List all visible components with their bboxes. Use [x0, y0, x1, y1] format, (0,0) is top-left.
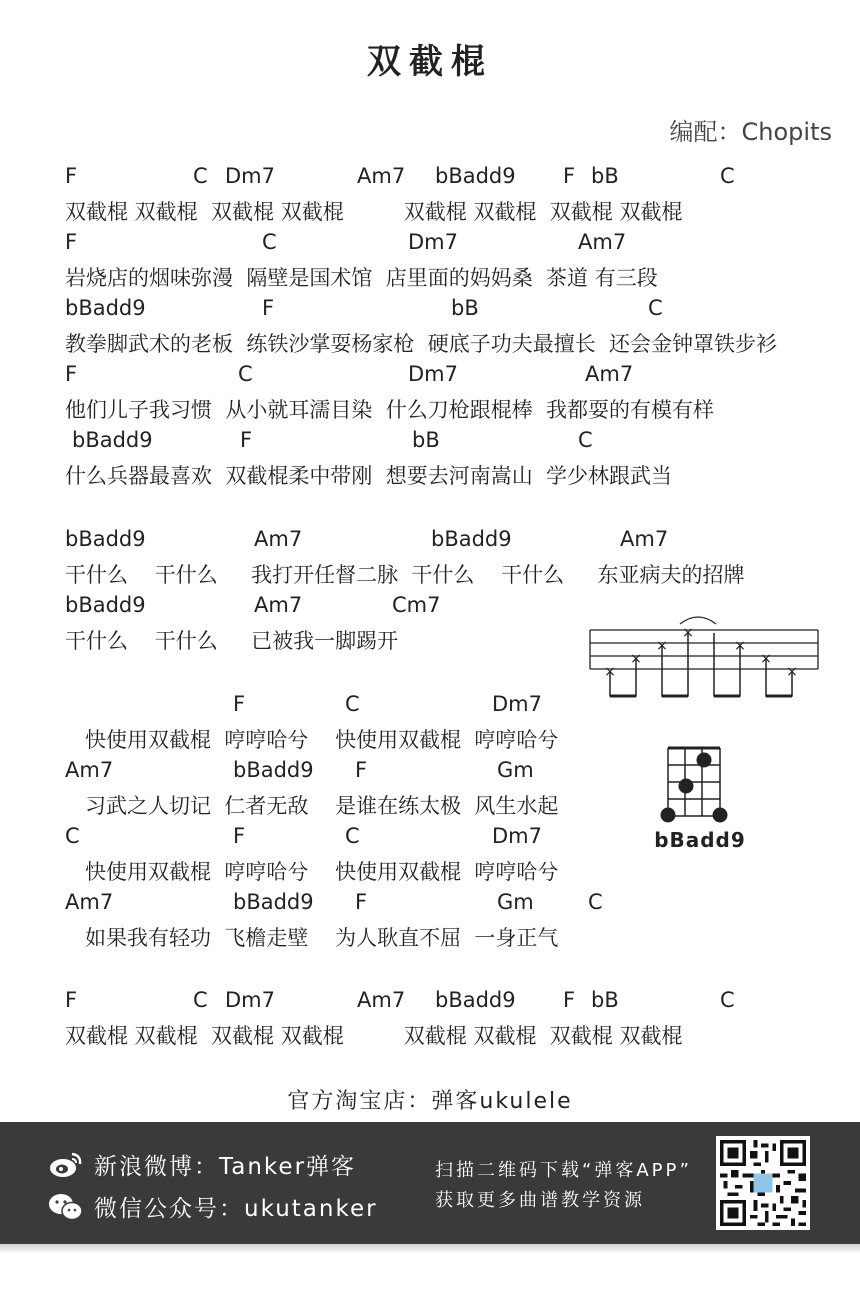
chord-label: bBadd9 — [65, 593, 146, 617]
svg-text:×: × — [656, 638, 668, 654]
chord-label: Dm7 — [225, 164, 275, 188]
chord-label: Dm7 — [408, 230, 458, 254]
chord-label: Cm7 — [392, 593, 441, 617]
chord-label: F — [65, 230, 78, 254]
chord-label: Am7 — [254, 593, 303, 617]
chord-label: C — [65, 824, 80, 848]
chord-label: Am7 — [357, 164, 406, 188]
chord-label: C — [720, 988, 735, 1012]
chord-label: F — [240, 428, 253, 452]
strum-pattern-tab — [588, 612, 822, 704]
wechat-text: 微信公众号：ukutanker — [94, 1196, 378, 1222]
lyric-line: 快使用双截棍 哼哼哈兮 快使用双截棍 哼哼哈兮 — [65, 860, 559, 884]
lyric-line: 习武之人切记 仁者无敌 是谁在练太极 风生水起 — [65, 794, 559, 818]
chord-label: F — [233, 824, 246, 848]
lyric-line: 干什么 干什么 已被我一脚踢开 — [65, 629, 399, 653]
chord-label: bB — [451, 296, 479, 320]
svg-text:×: × — [760, 651, 772, 667]
chord-label: F — [233, 692, 246, 716]
chord-label: C — [345, 692, 360, 716]
official-shop-text: 官方淘宝店：弹客ukulele — [287, 1089, 573, 1114]
chord-label: bBadd9 — [65, 527, 146, 551]
chord-label: F — [563, 164, 576, 188]
chord-label: bBadd9 — [435, 988, 516, 1012]
chord-label: Am7 — [65, 758, 114, 782]
lyric-line: 他们儿子我习惯 从小就耳濡目染 什么刀枪跟棍棒 我都耍的有模有样 — [65, 398, 715, 422]
lyric-line: 什么兵器最喜欢 双截棍柔中带刚 想要去河南嵩山 学少林跟武当 — [65, 464, 673, 488]
chord-label: Dm7 — [492, 692, 542, 716]
qr-code — [716, 1136, 810, 1230]
chord-label: C — [193, 164, 208, 188]
weibo-icon — [48, 1150, 84, 1180]
lyric-line: 干什么 干什么 我打开任督二脉 干什么 干什么 东亚病夫的招牌 — [65, 563, 745, 587]
chord-label: F — [65, 988, 78, 1012]
svg-text:×: × — [786, 664, 798, 680]
song-title: 双截棍 — [367, 42, 493, 82]
chord-label: Am7 — [585, 362, 634, 386]
chord-label: Gm — [497, 758, 534, 782]
lyric-line: 快使用双截棍 哼哼哈兮 快使用双截棍 哼哼哈兮 — [65, 728, 559, 752]
lyric-line: 双截棍 双截棍 双截棍 双截棍 双截棍 双截棍 双截棍 双截棍 — [65, 200, 683, 224]
chord-label: F — [262, 296, 275, 320]
chord-label: bBadd9 — [233, 890, 314, 914]
lyric-line: 教拳脚武术的老板 练铁沙掌耍杨家枪 硬底子功夫最擅长 还会金钟罩铁步衫 — [65, 332, 778, 356]
wechat-row — [48, 1190, 378, 1223]
chord-label: C — [588, 890, 603, 914]
scan-line-2: 获取更多曲谱教学资源 — [435, 1190, 645, 1211]
weibo-text: 新浪微博：Tanker弹客 — [94, 1154, 357, 1180]
chord-label: C — [193, 988, 208, 1012]
chord-label: F — [65, 362, 78, 386]
chord-label: Am7 — [254, 527, 303, 551]
chord-label: Am7 — [65, 890, 114, 914]
weibo-row — [48, 1148, 356, 1181]
chord-label: bBadd9 — [65, 296, 146, 320]
svg-text:×: × — [734, 638, 746, 654]
footer-banner — [0, 1122, 860, 1244]
lyric-line: 如果我有轻功 飞檐走壁 为人耿直不屈 一身正气 — [65, 926, 559, 950]
chord-label: Gm — [497, 890, 534, 914]
chord-label: bBadd9 — [431, 527, 512, 551]
chord-label: C — [720, 164, 735, 188]
chord-label: bB — [591, 164, 619, 188]
chord-label: C — [578, 428, 593, 452]
chord-label: Dm7 — [225, 988, 275, 1012]
scan-line-1: 扫描二维码下载“弹客APP” — [435, 1160, 693, 1181]
chord-label: bBadd9 — [435, 164, 516, 188]
chord-diagram-name: bBadd9 — [654, 828, 746, 852]
arranger-credit: 编配：Chopits — [669, 118, 832, 146]
chord-label: F — [65, 164, 78, 188]
chord-label: Am7 — [578, 230, 627, 254]
chord-label: F — [355, 758, 368, 782]
svg-text:×: × — [604, 664, 616, 680]
chord-label: Am7 — [357, 988, 406, 1012]
chord-label: C — [648, 296, 663, 320]
chord-label: bBadd9 — [72, 428, 153, 452]
chord-label: C — [238, 362, 253, 386]
chord-label: C — [262, 230, 277, 254]
lyric-line: 岩烧店的烟味弥漫 隔壁是国术馆 店里面的妈妈桑 茶道 有三段 — [65, 266, 658, 290]
chord-label: bB — [412, 428, 440, 452]
wechat-icon — [48, 1192, 84, 1222]
chord-label: bB — [591, 988, 619, 1012]
chord-label: Am7 — [620, 527, 669, 551]
chord-label: Dm7 — [408, 362, 458, 386]
chord-label: F — [355, 890, 368, 914]
chord-label: bBadd9 — [233, 758, 314, 782]
svg-text:×: × — [682, 625, 694, 641]
chord-label: Dm7 — [492, 824, 542, 848]
lyric-line: 双截棍 双截棍 双截棍 双截棍 双截棍 双截棍 双截棍 双截棍 — [65, 1024, 683, 1048]
footer-shadow — [0, 1244, 860, 1254]
svg-text:×: × — [630, 651, 642, 667]
chord-label: C — [345, 824, 360, 848]
chord-label: F — [563, 988, 576, 1012]
